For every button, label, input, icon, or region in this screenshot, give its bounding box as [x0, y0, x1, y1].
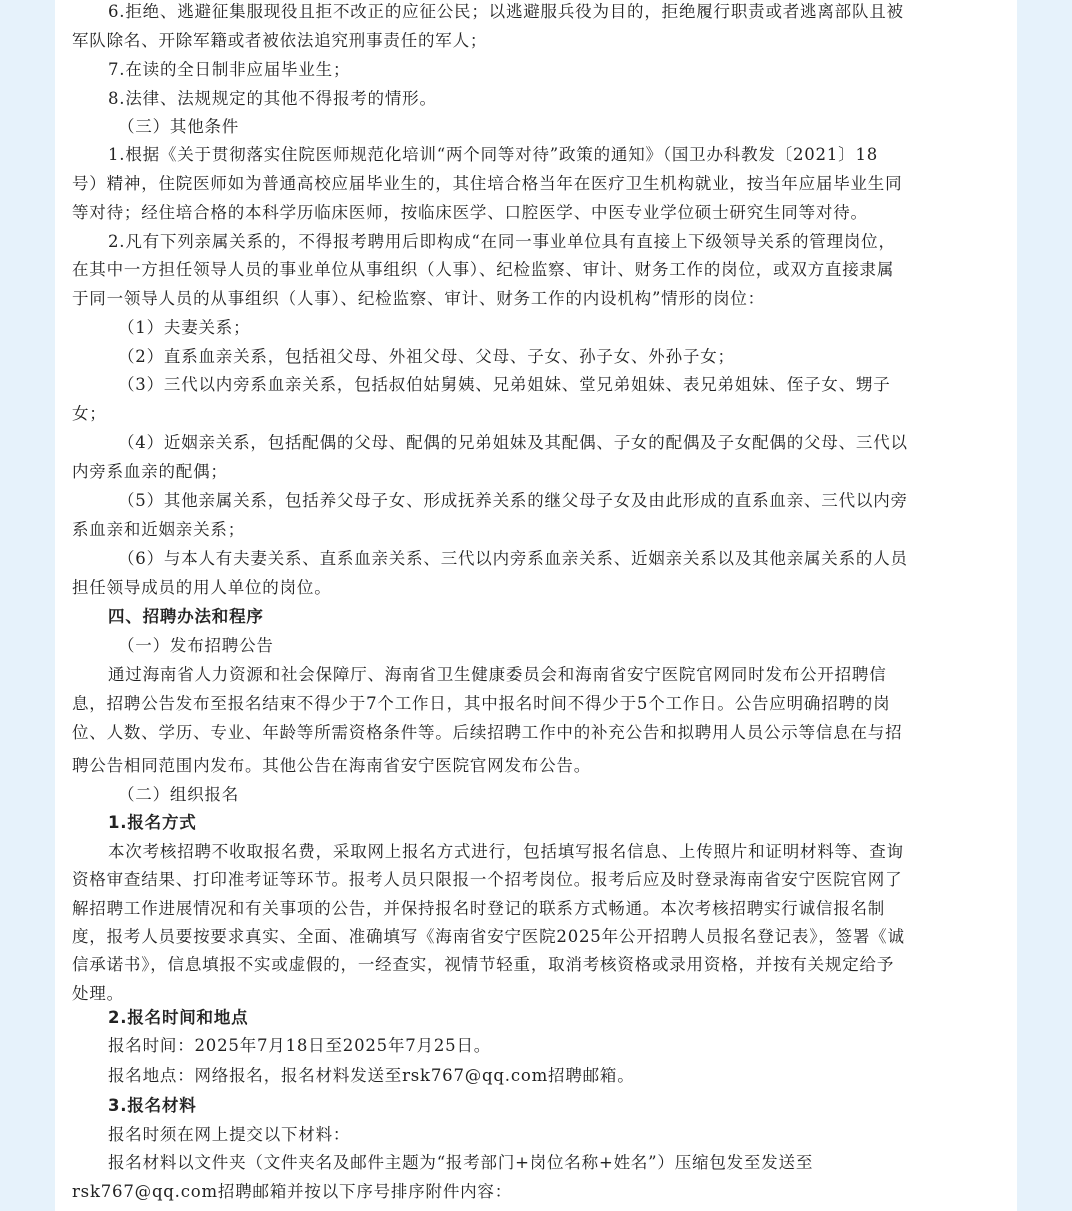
text-line: 聘公告相同范围内发布。其他公告在海南省安宁医院官网发布公告。: [72, 756, 591, 775]
text-line: 1.根据《关于贯彻落实住院医师规范化培训“两个同等对待”政策的通知》（国卫办科教发〔2021〕18: [108, 145, 879, 164]
section-heading: 2.报名时间和地点: [108, 1008, 249, 1027]
text-line: 等对待；经住培合格的本科学历临床医师，按临床医学、口腔医学、中医专业学位硕士研究生同等对待。: [72, 203, 868, 222]
text-line: 女；: [72, 404, 107, 423]
text-line: 8.法律、法规规定的其他不得报考的情形。: [108, 89, 437, 108]
text-line: 在其中一方担任领导人员的事业单位从事组织（人事）、纪检监察、审计、财务工作的岗位，或双方直接隶属: [72, 260, 895, 279]
text-line: 报名材料以文件夹（文件夹名及邮件主题为“报考部门+岗位名称+姓名”）压缩包发至发送至: [108, 1153, 814, 1172]
text-line: （三）其他条件: [118, 117, 240, 136]
text-line: 7.在读的全日制非应届毕业生；: [108, 60, 351, 79]
text-line: 2.凡有下列亲属关系的，不得报考聘用后即构成“在同一事业单位具有直接上下级领导关系的管理岗位，: [108, 232, 896, 251]
text-line: 度，报考人员要按要求真实、全面、准确填写《海南省安宁医院2025年公开招聘人员报名登记表》，签署《诚: [72, 927, 905, 946]
text-line: 位、人数、学历、专业、年龄等所需资格条件等。后续招聘工作中的补充公告和拟聘用人员公示等信息在与招: [72, 723, 903, 742]
section-heading: 3.报名材料: [108, 1096, 197, 1115]
text-line: 处理。: [72, 984, 124, 1003]
text-line: 报名时须在网上提交以下材料：: [108, 1125, 351, 1144]
document-page: [55, 0, 1017, 1211]
section-heading: 四、招聘办法和程序: [108, 607, 264, 626]
text-line: 6.拒绝、逃避征集服现役且拒不改正的应征公民；以逃避服兵役为目的，拒绝履行职责或者逃离部队且被: [108, 2, 904, 21]
text-line: 于同一领导人员的从事组织（人事）、纪检监察、审计、财务工作的内设机构”情形的岗位：: [72, 289, 765, 308]
text-line: 报名时间：2025年7月18日至2025年7月25日。: [108, 1036, 492, 1055]
text-line: （二）组织报名: [118, 785, 240, 804]
text-line: （3）三代以内旁系血亲关系，包括叔伯姑舅姨、兄弟姐妹、堂兄弟姐妹、表兄弟姐妹、侄子女、甥子: [118, 375, 891, 394]
text-line: （4）近姻亲关系，包括配偶的父母、配偶的兄弟姐妹及其配偶、子女的配偶及子女配偶的父母、三代以: [118, 433, 908, 452]
text-line: 担任领导成员的用人单位的岗位。: [72, 578, 332, 597]
text-line: 通过海南省人力资源和社会保障厅、海南省卫生健康委员会和海南省安宁医院官网同时发布公开招聘信: [108, 665, 887, 684]
text-line: 军队除名、开除军籍或者被依法追究刑事责任的军人；: [72, 31, 488, 50]
text-line: 号）精神，住院医师如为普通高校应届毕业生的，其住培合格当年在医疗卫生机构就业，按当年应届毕业生同: [72, 174, 903, 193]
text-line: （2）直系血亲关系，包括祖父母、外祖父母、父母、子女、孙子女、外孙子女；: [118, 347, 735, 366]
section-heading: 1.报名方式: [108, 813, 197, 832]
text-line: 系血亲和近姻亲关系；: [72, 520, 245, 539]
text-line: 解招聘工作进展情况和有关事项的公告，并保持报名时登记的联系方式畅通。本次考核招聘实行诚信报名制: [72, 899, 886, 918]
text-line: （6）与本人有夫妻关系、直系血亲关系、三代以内旁系血亲关系、近姻亲关系以及其他亲属关系的人员: [118, 549, 908, 568]
text-line: 信承诺书》，信息填报不实或虚假的，一经查实，视情节轻重，取消考核资格或录用资格，并按有关规定给予: [72, 955, 895, 974]
text-line: 报名地点：网络报名，报名材料发送至rsk767@qq.com招聘邮箱。: [108, 1066, 635, 1085]
text-line: rsk767@qq.com招聘邮箱并按以下序号排序附件内容：: [72, 1182, 513, 1201]
text-line: 资格审查结果、打印准考证等环节。报考人员只限报一个招考岗位。报考后应及时登录海南省安宁医院官网了: [72, 870, 903, 889]
text-line: 本次考核招聘不收取报名费，采取网上报名方式进行，包括填写报名信息、上传照片和证明材料等、查询: [108, 842, 904, 861]
text-line: 内旁系血亲的配偶；: [72, 462, 228, 481]
text-line: 息，招聘公告发布至报名结束不得少于7个工作日，其中报名时间不得少于5个工作日。公告应明确招聘的岗: [72, 694, 891, 713]
text-line: （1）夫妻关系；: [118, 318, 251, 337]
text-line: （5）其他亲属关系，包括养父母子女、形成抚养关系的继父母子女及由此形成的直系血亲、三代以内旁: [118, 491, 908, 510]
text-line: （一）发布招聘公告: [118, 636, 274, 655]
